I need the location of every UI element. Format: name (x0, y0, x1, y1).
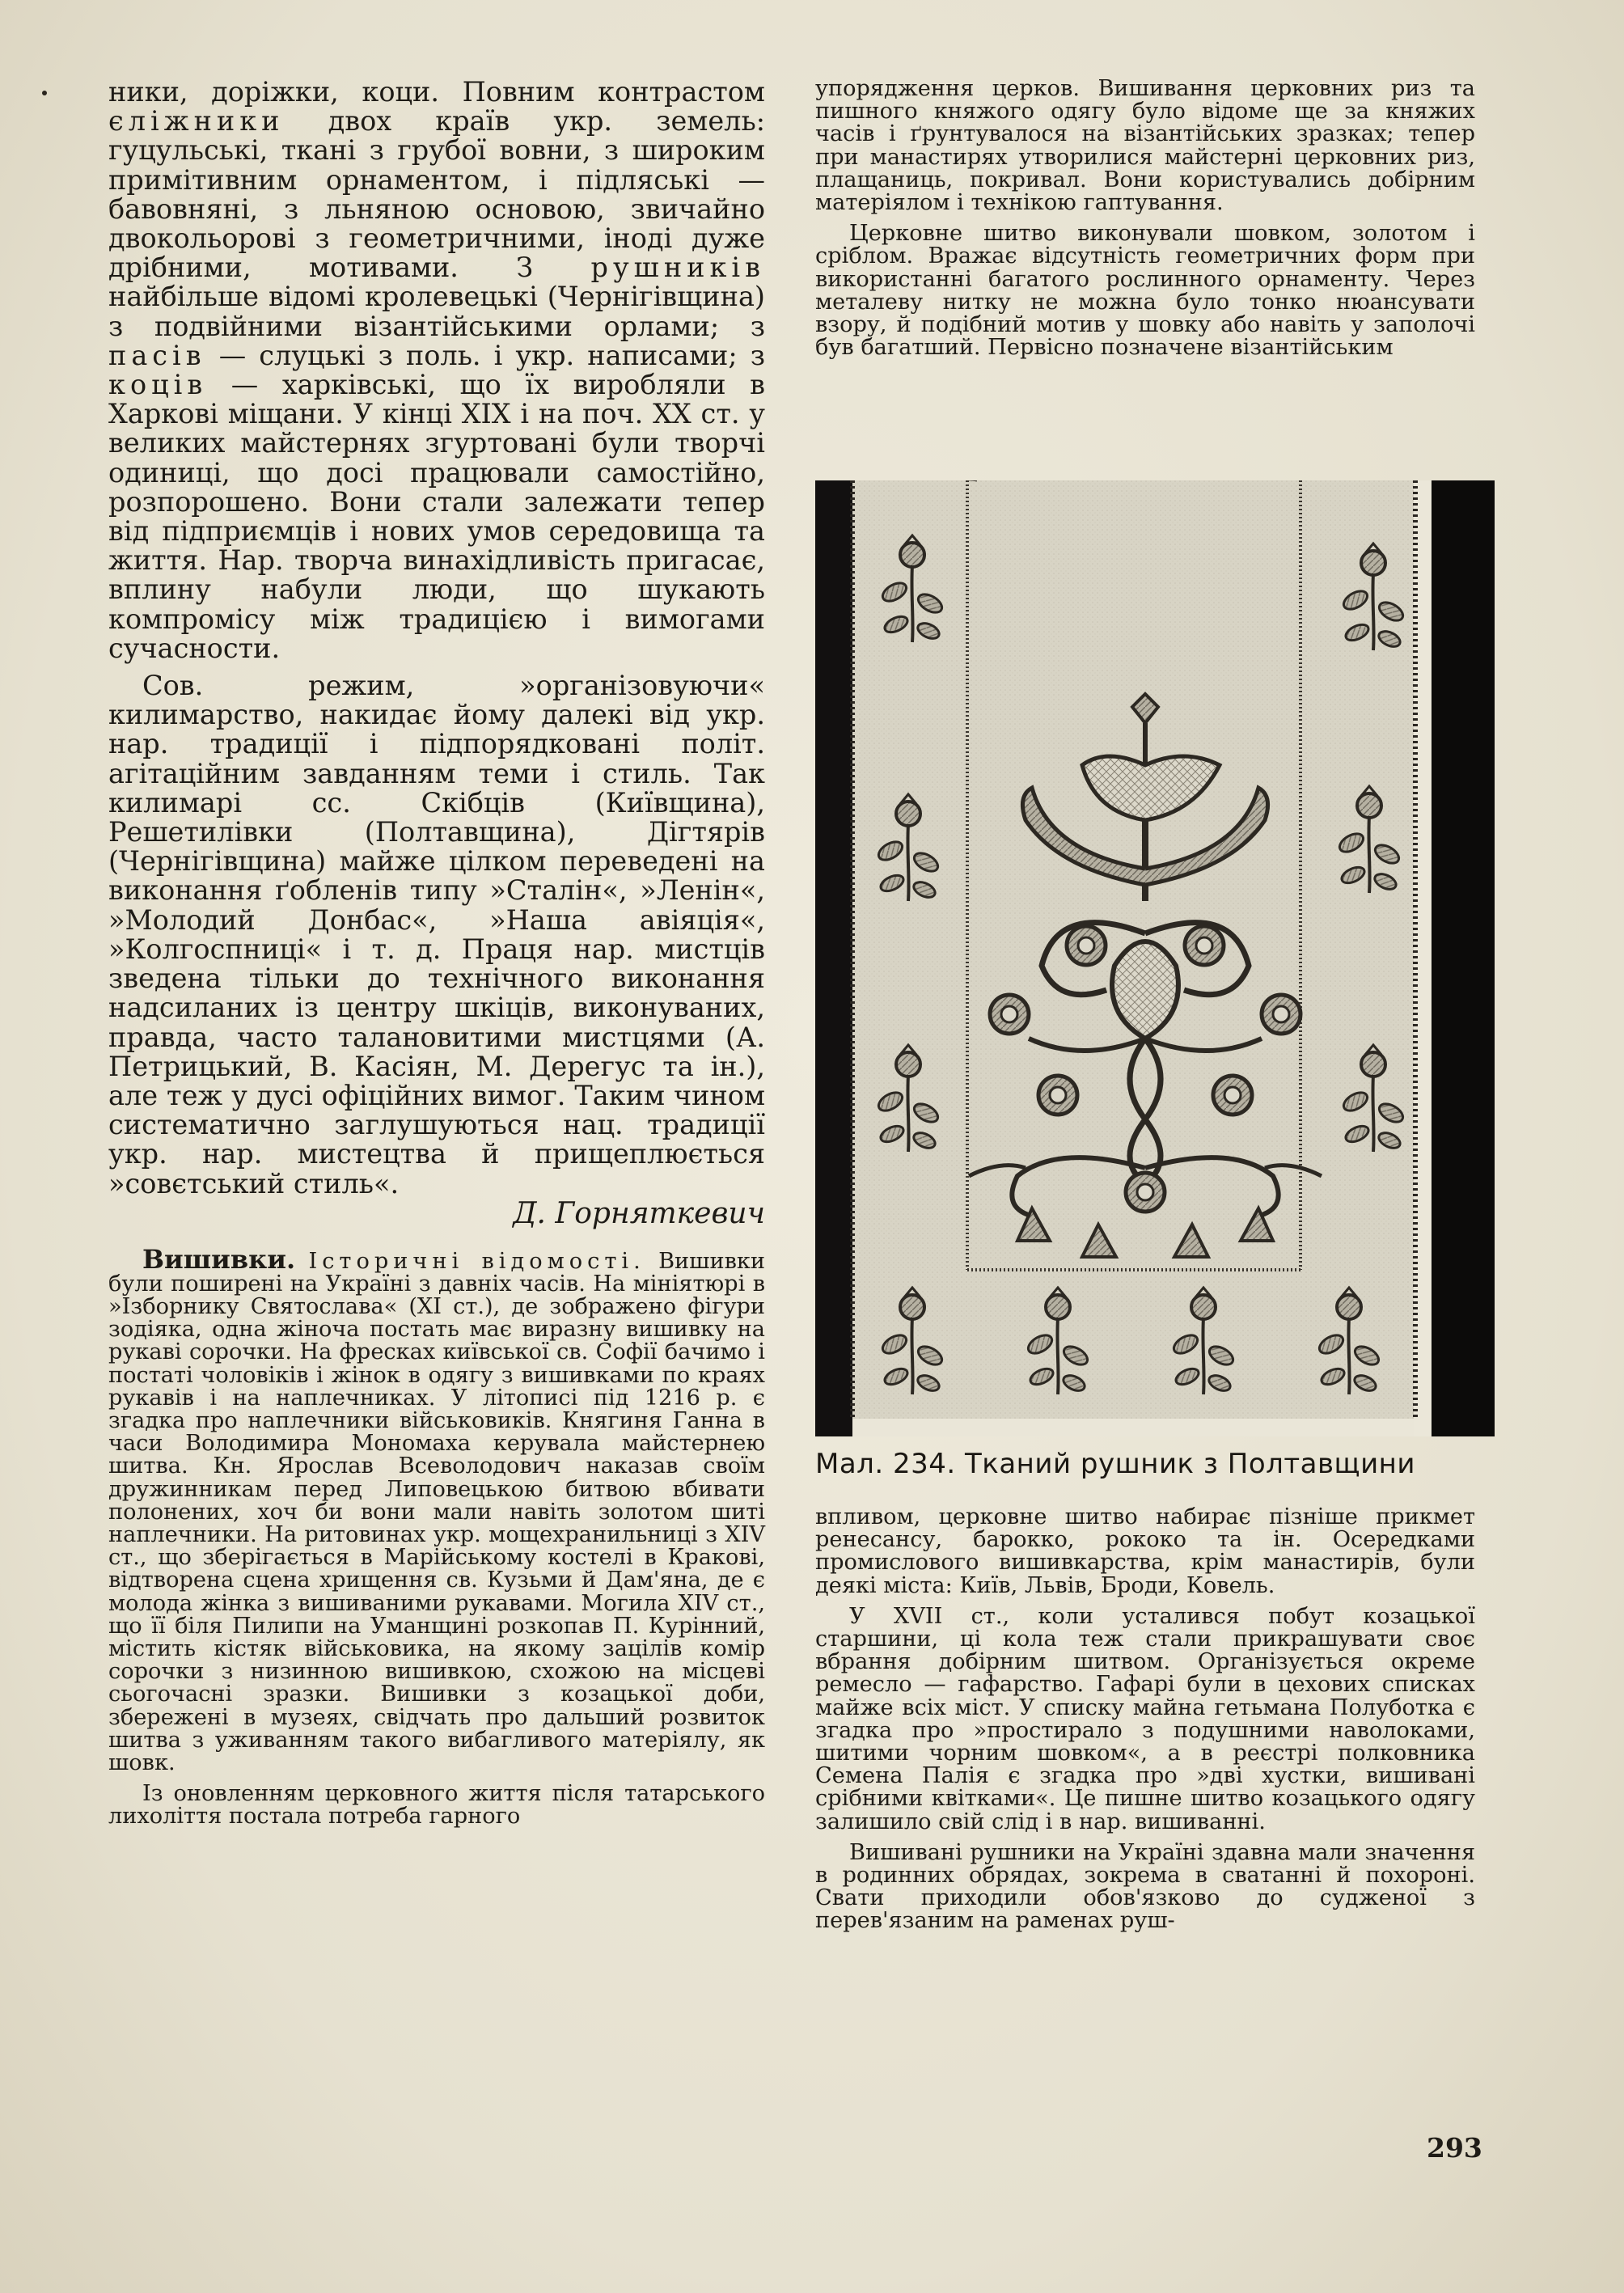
right-paragraph-1: упорядження церков. Вишивання церковних риз та пишного княжого одягу було відоме ще за княжих часів і ґрунтувалося на візантійських зразках; тепер при манастирях утворилися майстерні церковних риз, плащаниць, покривал. Вони користувались добірним матеріялом і технікою гаптування. (815, 76, 1475, 216)
page-number: 293 (1427, 2132, 1482, 2164)
spaced-emphasis: пасів (108, 339, 206, 371)
towel-illustration (815, 480, 1495, 1436)
towel-photograph (815, 480, 1495, 1436)
text-run (295, 1249, 308, 1274)
text-run: — слуцькі з поль. і укр. написами; з (205, 339, 765, 371)
text-run: ники, доріжки, коци. Повним контрастом (108, 76, 765, 108)
spaced-emphasis: єліжники (108, 105, 285, 137)
figure-caption: Мал. 234. Тканий рушник з Полтавщини (815, 1448, 1415, 1480)
text-run: Вишивки були поширені на Україні з давніх часів. На мініятюрі в »Ізборнику Святослава« (XI ст.), де зображено фігури зодіяка, одна жіноча постать має виразну вишивку на рукаві сорочки. На фресках київської св. Софії бачимо і постаті чоловіків і жінок в одягу з вишивками по краях рукавів і на наплечниках. У літописі під 1216 р. є згадка про наплечники військовиків. Княгиня Ганна в часи Володимира Мономаха керувала майстернею шитва. Кн. Ярослав Всеволодович наказав своїм дружинникам перед Липовецькою битвою вбивати полонених, хоч би вони мали навіть золотом шиті наплечники. На ритовинах укр. мощехранильниці з XIV ст., що зберігається в Марійському костелі в Кракові, відтворена сцена хрищення св. Кузьми й Дам'яна, де є молода жінка з вишиваними рукавами. Могила XIV ст., що її біля Пилипи на Уманщині розкопав П. Курінний, містить кістяк військовика, на якому зацілів комір сорочки з низинною вишивкою, схожою на місцеві сьогочасні зразки. Вишивки з козацької доби, збережені в музеях, свідчать про дальший розвиток шитва з уживанням такого вибагливого матеріялу, як шовк. (108, 1248, 765, 1775)
text-run: двох країв укр. земель: гуцульські, ткані з грубої вовни, з широким примітивним орнаментом, і підляські — бавовняні, з льняною основою, звичайно двокольорові з геометричними, іноді дуже дрібними, мотивами. З (108, 105, 765, 284)
text-run: найбільше відомі кролевецькі (Чернігівщина) з подвійними візантійськими орлами; з (108, 281, 765, 342)
author-signature: Д. Горняткевич (513, 1196, 765, 1230)
left-paragraph-2: Сов. режим, »організовуючи« килимарство, накидає йому далекі від укр. нар. традиції і підпорядковані політ. агітаційним завданням теми і стиль. Так килимарі сс. Скібців (Київщина), Решетилівки (Полтавщина), Дігтярів (Чернігівщина) майже цілком переведені на виконання ґобленів типу »Сталін«, »Ленін«, »Молодий Донбас«, »Наша авіяція«, »Колгоспниці« і т. д. Праця нар. мистців зведена тільки до технічного виконання надсиланих із центру шкіців, виконуваних, правда, часто талановитими мистцями (А. Петрицький, В. Касіян, М. Дерегус та ін.), але теж у дусі офіційних вимог. Таким чином систематично заглушуються нац. традиції укр. нар. мистецтва й прищеплюється »совєтський стиль«. (108, 670, 765, 1199)
right-column-bottom (815, 1506, 1475, 1933)
spaced-emphasis: рушників (590, 252, 765, 284)
text-run: — харківські, що їх виробляли в Харкові міщани. У кінці XIX і на поч. XX ст. у великих майстернях згуртовані були творчі одиниці, що досі працювали самостійно, розпорошено. Вони стали залежати тепер від підприємців і нових умов середовища та життя. Нар. творча винахідливість пригасає, вплину набули люди, що шукають компромісу між традицією і вимогами сучасности. (108, 369, 765, 664)
right-paragraph-3: впливом, церковне шитво набирає пізніше прикмет ренесансу, барокко, рококо та ін. Осередками промислового вишивкарства, крім манастирів, були деякі міста: Київ, Львів, Броди, Ковель. (815, 1504, 1475, 1598)
print-speck (42, 91, 47, 95)
left-paragraph-4: Із оновленням церковного життя після татарського лихоліття постала потреба гарного (108, 1781, 765, 1830)
spaced-emphasis: Історичні відомості. (308, 1248, 645, 1274)
section-heading: Вишивки. (142, 1243, 296, 1275)
left-paragraph-1 (108, 78, 765, 663)
right-column-top (815, 78, 1475, 359)
left-column (108, 78, 765, 1829)
left-paragraph-3 (108, 1243, 765, 1775)
right-paragraph-4: У XVII ст., коли усталився побут козацької старшини, ці кола теж стали прикрашувати своє вбрання добірним шитвом. Організується окреме ремесло — гафарство. Гафарі були в цехових списках майже всіх міст. У списку майна гетьмана Полуботка є згадка про »простирало з подушними наволоками, шитими чорним шовком«, а в реєстрі полковника Семена Палія є згадка про »дві хустки, вишивані срібними квітками«. Це пишне шитво козацького одягу залишило свій слід і в нар. вишиванні. (815, 1603, 1475, 1834)
right-paragraph-2: Церковне шитво виконували шовком, золотом і сріблом. Вражає відсутність геометричних форм при використанні багатого рослинного орнаменту. Через металеву нитку не можна було тонко нюансувати взору, й подібний мотив у шовку або навіть у заполочі був багатший. Первісно позначене візантійським (815, 221, 1475, 361)
right-paragraph-5: Вишивані рушники на Україні здавна мали значення в родинних обрядах, зокрема в сватанні й похороні. Свати приходили обов'язково до судженої з перев'язаним на раменах руш- (815, 1839, 1475, 1934)
spaced-emphasis: коців (108, 369, 208, 401)
